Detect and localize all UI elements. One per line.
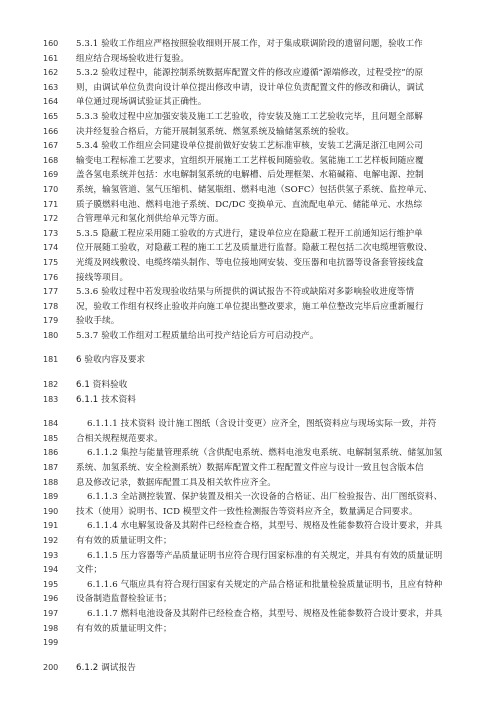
paragraph-gap	[0, 651, 500, 661]
line-number: 175	[43, 257, 59, 267]
line-number: 171	[43, 199, 59, 209]
line-number: 184	[43, 419, 59, 429]
text-line	[0, 534, 500, 549]
text-line	[0, 490, 500, 505]
line-number: 178	[43, 301, 59, 311]
paragraph-gap	[0, 343, 500, 353]
line-text: 合管理单元和氢化剂供给单元等方面。	[76, 214, 224, 225]
line-number: 165	[43, 111, 59, 121]
line-text: 系统，输氢管道、氢气压缩机、储氢瓶组、燃料电池（SOFC）包括供氢子系统、监控单元、	[76, 184, 433, 195]
line-number: 197	[43, 608, 59, 618]
line-number: 163	[43, 82, 59, 92]
line-text: 6.1.1.7 燃料电池设备及其附件已经检查合格，其型号、规格及性能参数符合设计要求，并具	[87, 608, 443, 619]
line-number: 199	[43, 638, 59, 648]
line-number: 179	[43, 316, 59, 326]
line-text: 况，验收工作组有权终止验收并向施工单位提出整改要求，施工单位整改完毕后应重新履行	[76, 301, 424, 312]
line-number: 169	[43, 170, 59, 180]
text-line	[0, 256, 500, 271]
line-text: 决并经复验合格后，方能开展制氢系统、燃氢系统及输储氢系统的验收。	[76, 126, 355, 137]
text-line	[0, 505, 500, 520]
text-line	[0, 636, 500, 651]
text-line	[0, 52, 500, 67]
line-number: 168	[43, 155, 59, 165]
line-text: 5.3.5 隐蔽工程应采用随工验收的方式进行，建设单位应在隐蔽工程开工前通知运行维护单	[76, 228, 423, 239]
line-text: 位开展随工验收，对隐蔽工程的施工工艺及质量进行监督。隐蔽工程包括二次电缆埋管敷设、	[76, 243, 433, 254]
line-text: 5.3.1 验收工作组应严格按照验收细则开展工作，对于集成联调阶段的遗留问题，验收工作	[76, 39, 423, 49]
line-text: 有有效的质量证明文件；	[76, 623, 172, 634]
line-text: 合相关规程规范要求。	[76, 433, 163, 444]
section-heading-line	[0, 661, 500, 676]
text-line	[0, 168, 500, 183]
text-line	[0, 300, 500, 315]
text-line	[0, 578, 500, 593]
text-line	[0, 329, 500, 344]
section-heading-line	[0, 378, 500, 393]
text-line	[0, 476, 500, 491]
text-line	[0, 139, 500, 154]
line-text: 系统、加氢系统、安全检测系统）数据库配置文件工程配置文件应与设计一致且包含版本信	[76, 463, 424, 474]
text-line	[0, 241, 500, 256]
line-number: 188	[43, 477, 59, 487]
text-line	[0, 563, 500, 578]
paragraph-gap	[0, 407, 500, 417]
line-number: 186	[43, 448, 59, 458]
line-number: 177	[43, 287, 59, 297]
line-number: 181	[43, 355, 59, 365]
text-line	[0, 95, 500, 110]
text-line	[0, 285, 500, 300]
text-line	[0, 212, 500, 227]
line-text: 验收手续。	[76, 316, 120, 327]
text-line	[0, 314, 500, 329]
line-number: 190	[43, 506, 59, 516]
line-number: 191	[43, 521, 59, 531]
line-number: 166	[43, 126, 59, 136]
text-line	[0, 183, 500, 198]
line-text: 5.3.7 验收工作组对工程质量给出可投产结论后方可启动投产。	[76, 330, 319, 341]
section-heading: 6.1 资料验收	[76, 380, 128, 391]
line-number: 160	[43, 39, 59, 48]
line-text: 设备制造监督检验证书；	[76, 594, 172, 605]
line-number: 189	[43, 492, 59, 502]
line-text: 5.3.3 验收过程中应加强安装及施工工艺验收，待安装及施工工艺验收完毕，且问题全部解	[76, 111, 423, 122]
line-number: 161	[43, 53, 59, 63]
text-line	[0, 622, 500, 637]
line-text: 5.3.2 验收过程中，能源控制系统数据库配置文件的修改应遵循“源端修改，过程受控”的原	[76, 68, 424, 79]
line-text: 文件；	[76, 565, 103, 576]
line-number: 200	[43, 662, 59, 672]
text-line	[0, 432, 500, 447]
line-number: 195	[43, 579, 59, 589]
line-number: 164	[43, 97, 59, 107]
section-heading: 6.1.1 技术资料	[76, 394, 136, 405]
line-number: 192	[43, 536, 59, 545]
line-text: 6.1.1.5 压力容器等产品质量证明书应符合现行国家标准的有关规定，并具有有效的质量证明	[87, 550, 443, 561]
line-text: 单位通过现场调试验证其正确性。	[76, 97, 207, 108]
line-number: 193	[43, 550, 59, 560]
text-line	[0, 271, 500, 286]
line-text: 组应结合现场验收进行复验。	[76, 53, 190, 64]
line-number: 187	[43, 463, 59, 473]
line-number: 176	[43, 272, 59, 282]
line-text: 技术（使用）说明书、ICD 模型文件一致性检测报告等资料应齐全，数量满足合同要求。	[76, 506, 418, 517]
line-text: 接线等项目。	[76, 272, 129, 283]
line-text: 5.3.6 验收过程中若发现验收结果与所提供的调试报告不符或缺陷对多影响验收进度等情	[76, 287, 415, 298]
line-text: 6.1.1.4 水电解氢设备及其附件已经检查合格，其型号、规格及性能参数符合设计要求，并具	[87, 521, 443, 532]
text-line	[0, 37, 500, 52]
line-text: 光缆及网线敷设、电缆终端头制作、等电位接地网安装、变压器和电抗器等设备套管接线盒	[76, 257, 424, 268]
line-text: 6.1.1.1 技术资料 设计施工图纸（含设计变更）应齐全，图纸资料应与现场实际一致，并符	[87, 419, 437, 430]
text-line	[0, 227, 500, 242]
text-line	[0, 81, 500, 96]
line-number: 162	[43, 68, 59, 78]
line-text: 6.1.1.6 气瓶应具有符合现行国家有关规定的产品合格证和批量检验质量证明书，且应有特种	[87, 579, 443, 590]
line-text: 质子膜燃料电池、燃料电池子系统、DC/DC 变换单元、直流配电单元、储能单元、水热综	[76, 199, 423, 210]
section-heading: 6.1.2 调试报告	[76, 662, 136, 673]
line-number: 185	[43, 433, 59, 443]
line-text: 输变电工程标准工艺要求，宜组织开展施工工艺样板间随验收。氢能施工工艺样板间随应覆	[76, 155, 424, 166]
line-text: 6.1.1.3 全站测控装置、保护装置及相关一次设备的合格证、出厂检验报告、出厂图纸资料、	[87, 492, 443, 503]
document-body	[0, 37, 500, 675]
text-line	[0, 417, 500, 432]
line-text: 有有效的质量证明文件；	[76, 536, 172, 546]
line-number: 172	[43, 214, 59, 224]
text-line	[0, 592, 500, 607]
text-line	[0, 110, 500, 125]
text-line	[0, 198, 500, 213]
line-number: 173	[43, 228, 59, 238]
line-text: 则，由调试单位负责向设计单位提出修改申请，设计单位负责配置文件的修改和确认，调试	[76, 82, 424, 93]
line-number: 194	[43, 565, 59, 575]
line-text: 6.1.1.2 集控与能量管理系统（含供配电系统、燃料电池发电系统、电解制氢系统、储氢加氢	[87, 448, 443, 459]
line-number: 196	[43, 594, 59, 604]
line-number: 182	[43, 380, 59, 390]
text-line	[0, 607, 500, 622]
paragraph-gap	[0, 368, 500, 378]
section-heading-line	[0, 353, 500, 368]
text-line	[0, 519, 500, 534]
text-line	[0, 154, 500, 169]
text-line	[0, 461, 500, 476]
line-number: 180	[43, 330, 59, 340]
line-number: 183	[43, 394, 59, 404]
line-text: 息及修改记录，数据库配置工具及相关软件应齐全。	[76, 477, 276, 488]
text-line	[0, 66, 500, 81]
line-number: 170	[43, 184, 59, 194]
section-heading-line	[0, 393, 500, 408]
line-number: 174	[43, 243, 59, 253]
section-heading: 6 验收内容及要求	[76, 355, 146, 366]
line-text: 盖各氢电系统并包括：水电解制氢系统的电解槽、后处理框架、水箱碱箱、电解电源、控制	[76, 170, 424, 181]
line-number: 198	[43, 623, 59, 633]
line-text: 5.3.4 验收工作组应会同建设单位提前做好安装工艺标准审核，安装工艺满足浙江电网公司	[76, 141, 423, 152]
line-number: 167	[43, 141, 59, 151]
text-line	[0, 125, 500, 140]
text-line	[0, 549, 500, 564]
text-line	[0, 446, 500, 461]
